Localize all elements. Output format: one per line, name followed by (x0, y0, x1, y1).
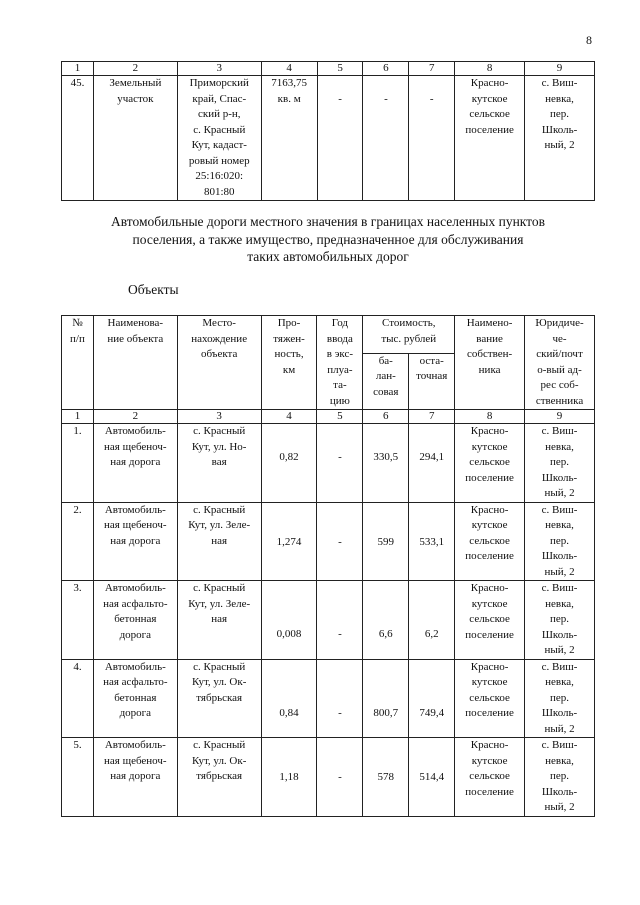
table-row (62, 581, 595, 660)
property-table-continued (61, 61, 595, 201)
header-cost: Стоимость, тыс. рублей (363, 316, 455, 354)
row-number: 1. (62, 424, 94, 503)
object-length: 0,008 (261, 581, 317, 660)
object-length: 1,274 (261, 502, 317, 581)
object-name: Автомобиль- ная асфальто- бетонная дорога (93, 581, 177, 660)
residual-cost: 749,4 (409, 659, 455, 738)
object-location: с. Красный Кут, ул. Зеле- ная (177, 502, 261, 581)
balance-cost: 599 (363, 502, 409, 581)
owner-name: Красно- кутское сельское поселение (455, 76, 525, 201)
balance-cost: 6,6 (363, 581, 409, 660)
column-number: 8 (455, 62, 525, 76)
column-number: 4 (261, 410, 317, 424)
header-residual: оста- точная (409, 353, 455, 409)
table-row (62, 76, 595, 201)
row-number: 5. (62, 738, 94, 817)
table-row (62, 659, 595, 738)
table-row (62, 424, 595, 503)
owner-address: с. Виш- невка, пер. Школь- ный, 2 (525, 502, 595, 581)
owner-address: с. Виш- невка, пер. Школь- ный, 2 (525, 581, 595, 660)
owner-address: с. Виш- невка, пер. Школь- ный, 2 (525, 76, 595, 201)
residual-cost: 294,1 (409, 424, 455, 503)
table-row (62, 738, 595, 817)
column-number: 3 (177, 410, 261, 424)
object-length: 0,82 (261, 424, 317, 503)
commission-year: - (317, 738, 363, 817)
object-location: с. Красный Кут, ул. Ок- тябрьская (177, 659, 261, 738)
page-number: 8 (586, 33, 592, 47)
subheading: Объекты (128, 282, 179, 297)
header-owner: Наимено- вание собствен- ника (455, 316, 525, 410)
balance-cost: - (363, 76, 409, 201)
header-location: Место- нахождение объекта (177, 316, 261, 410)
column-number: 2 (93, 62, 177, 76)
column-number: 9 (525, 410, 595, 424)
residual-cost: - (409, 76, 455, 201)
column-number: 7 (409, 62, 455, 76)
commission-year: - (317, 502, 363, 581)
object-location: с. Красный Кут, ул. Но- вая (177, 424, 261, 503)
commission-year: - (317, 659, 363, 738)
owner-name: Красно- кутское сельское поселение (455, 738, 525, 817)
row-number: 4. (62, 659, 94, 738)
column-number: 6 (363, 62, 409, 76)
roads-table (61, 315, 595, 817)
owner-name: Красно- кутское сельское поселение (455, 424, 525, 503)
header-num: № п/п (62, 316, 94, 410)
residual-cost: 6,2 (409, 581, 455, 660)
column-number: 7 (409, 410, 455, 424)
road-rows (62, 424, 595, 817)
owner-name: Красно- кутское сельское поселение (455, 581, 525, 660)
column-number-row (62, 410, 595, 424)
header-year: Год ввода в экс- плуа- та- цию (317, 316, 363, 410)
row-number: 2. (62, 502, 94, 581)
object-location: Приморский край, Спас- ский р-н, с. Красный Кут, кадаст- ровый номер 25:16:020: 801:80 (177, 76, 261, 201)
header-balance: ба- лан- совая (363, 353, 409, 409)
object-name: Автомобиль- ная щебеноч- ная дорога (93, 502, 177, 581)
header-name: Наименова- ние объекта (93, 316, 177, 410)
commission-year: - (317, 424, 363, 503)
owner-name: Красно- кутское сельское поселение (455, 502, 525, 581)
object-name: Автомобиль- ная щебеноч- ная дорога (93, 738, 177, 817)
object-location: с. Красный Кут, ул. Ок- тябрьская (177, 738, 261, 817)
column-number: 8 (455, 410, 525, 424)
balance-cost: 330,5 (363, 424, 409, 503)
row-number: 3. (62, 581, 94, 660)
balance-cost: 578 (363, 738, 409, 817)
owner-address: с. Виш- невка, пер. Школь- ный, 2 (525, 738, 595, 817)
object-length: 1,18 (261, 738, 317, 817)
header-row (62, 316, 595, 354)
commission-year: - (317, 76, 363, 201)
residual-cost: 514,4 (409, 738, 455, 817)
column-number: 9 (525, 62, 595, 76)
object-length: 0,84 (261, 659, 317, 738)
column-number: 3 (177, 62, 261, 76)
column-number: 4 (261, 62, 317, 76)
balance-cost: 800,7 (363, 659, 409, 738)
column-number: 6 (363, 410, 409, 424)
object-name: Земельный участок (93, 76, 177, 201)
header-address: Юридиче- че- ский/почт о-вый ад- рес соб- ственника (525, 316, 595, 410)
object-name: Автомобиль- ная асфальто- бетонная дорога (93, 659, 177, 738)
table-row (62, 502, 595, 581)
column-number: 1 (62, 62, 94, 76)
owner-address: с. Виш- невка, пер. Школь- ный, 2 (525, 659, 595, 738)
column-number: 2 (93, 410, 177, 424)
row-number: 45. (62, 76, 94, 201)
commission-year: - (317, 581, 363, 660)
header-length: Про- тяжен- ность, км (261, 316, 317, 410)
section-heading: Автомобильные дороги местного значения в границах населенных пунктов поселения, а также имущество, предназначенное для обслуживания таких автомобильных дорог (110, 214, 546, 264)
column-number: 5 (317, 410, 363, 424)
object-length: 7163,75 кв. м (261, 76, 317, 201)
owner-address: с. Виш- невка, пер. Школь- ный, 2 (525, 424, 595, 503)
column-number: 5 (317, 62, 363, 76)
owner-name: Красно- кутское сельское поселение (455, 659, 525, 738)
residual-cost: 533,1 (409, 502, 455, 581)
object-location: с. Красный Кут, ул. Зеле- ная (177, 581, 261, 660)
object-name: Автомобиль- ная щебеноч- ная дорога (93, 424, 177, 503)
column-number: 1 (62, 410, 94, 424)
column-number-row (62, 62, 595, 76)
